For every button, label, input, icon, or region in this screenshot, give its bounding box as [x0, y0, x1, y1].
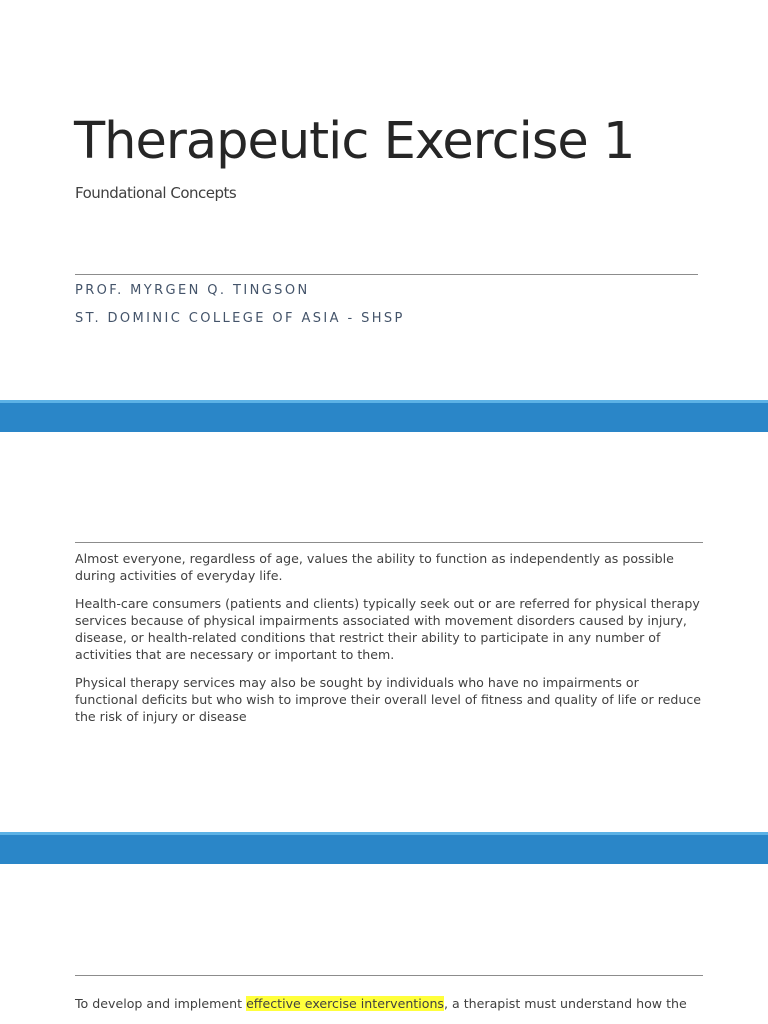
body-paragraph: Physical therapy services may also be sought by individuals who have no impairments or functional deficits but who wish to improve their overall level of fitness and quality of life or reduce the risk of injury or disease — [75, 674, 701, 725]
body-text-segment: , a therapist must understand how the — [444, 996, 687, 1011]
title-slide — [0, 0, 768, 400]
body-paragraph: Almost everyone, regardless of age, values the ability to function as independently as possible during activities of everyday life. — [75, 551, 674, 584]
slide-subtitle: Foundational Concepts — [75, 184, 237, 202]
content-slide — [0, 432, 768, 832]
author-name: PROF. MYRGEN Q. TINGSON — [75, 283, 310, 298]
slide-title: Therapeutic Exercise 1 — [74, 112, 635, 171]
highlighted-phrase: effective exercise interventions — [246, 996, 444, 1011]
content-divider — [75, 542, 703, 543]
content-divider — [75, 975, 703, 976]
title-divider — [75, 274, 698, 275]
author-institution: ST. DOMINIC COLLEGE OF ASIA - SHSP — [75, 311, 405, 326]
content-slide — [0, 864, 768, 1024]
body-text-segment: To develop and implement — [75, 996, 247, 1011]
slide-body — [75, 550, 703, 736]
slide-separator-band — [0, 400, 768, 432]
slide-separator-band — [0, 832, 768, 864]
body-paragraph: Health-care consumers (patients and clients) typically seek out or are referred for physical therapy services because of physical impairments associated with movement disorders caused by injury, disease, or health-related conditions that restrict their ability to participate in any number of activities that are necessary or important to them. — [75, 595, 700, 663]
slide-body — [75, 992, 703, 1015]
